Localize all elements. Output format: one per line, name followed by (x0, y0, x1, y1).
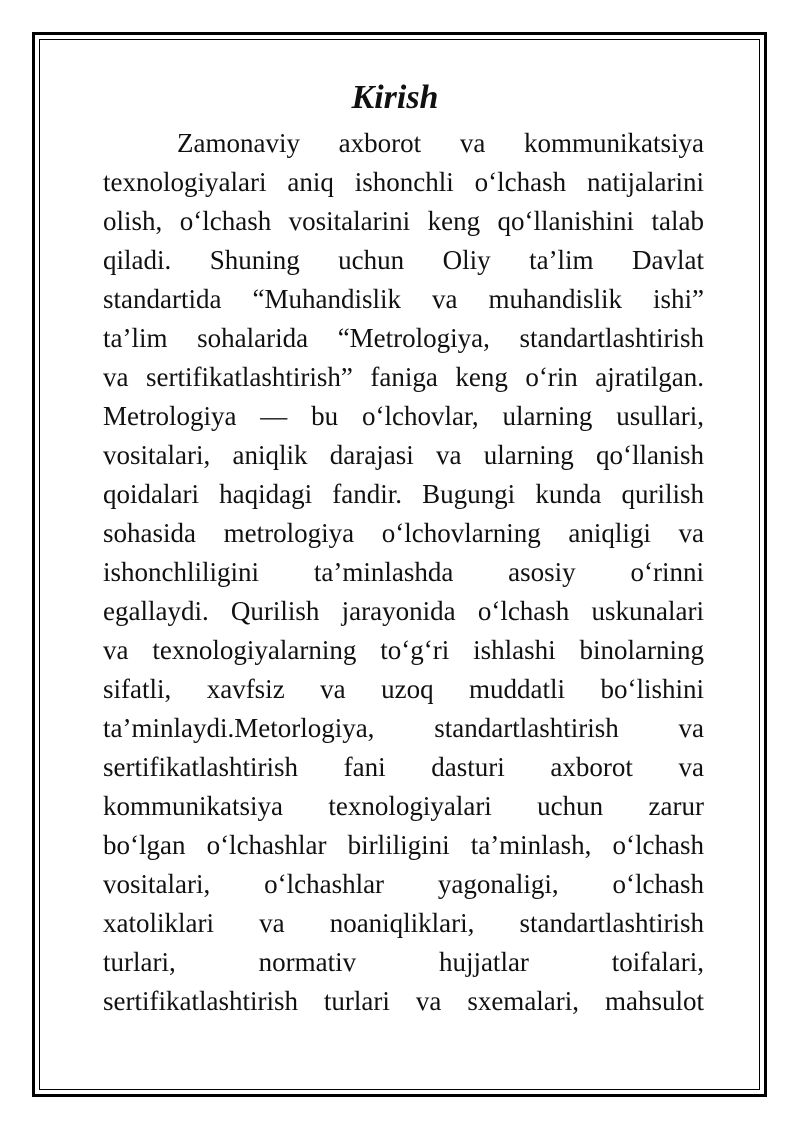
text-line: sertifikatlashtirish fani dasturi axborot va (103, 752, 704, 782)
text-line: bo‘lgan o‘lchashlar birliligini ta’minlash, o‘lchash (103, 830, 704, 860)
text-line: sifatli, xavfsiz va uzoq muddatli bo‘lishini (103, 674, 704, 704)
text-line: ta’minlaydi.Metorlogiya, standartlashtirish va (103, 713, 704, 743)
text-line: sertifikatlashtirish turlari va sxemalari, mahsulot (103, 986, 704, 1016)
text-line: standartida “Muhandislik va muhandislik ishi” (103, 284, 704, 314)
text-line: va sertifikatlashtirish” faniga keng o‘rin ajratilgan. (103, 362, 704, 392)
text-line: qiladi. Shuning uchun Oliy ta’lim Davlat (103, 245, 704, 275)
text-line: sohasida metrologiya o‘lchovlarning aniqligi va (103, 518, 704, 548)
text-line: qoidalari haqidagi fandir. Bugungi kunda qurilish (103, 479, 704, 509)
body-paragraph (103, 124, 704, 1021)
text-line: texnologiyalari aniq ishonchli o‘lchash natijalarini (103, 167, 704, 197)
page-title: Kirish (351, 79, 439, 116)
text-line: vositalari, aniqlik darajasi va ularning qo‘llanish (103, 440, 704, 470)
text-line: ta’lim sohalarida “Metrologiya, standartlashtirish (103, 323, 704, 353)
text-line: ishonchliligini ta’minlashda asosiy o‘rinni (103, 557, 704, 587)
text-line: turlari, normativ hujjatlar toifalari, (103, 947, 704, 977)
text-line: xatoliklari va noaniqliklari, standartlashtirish (103, 908, 704, 938)
text-line: vositalari, o‘lchashlar yagonaligi, o‘lchash (103, 869, 704, 899)
text-line: va texnologiyalarning to‘g‘ri ishlashi binolarning (103, 635, 704, 665)
text-line: kommunikatsiya texnologiyalari uchun zarur (103, 791, 704, 821)
text-line: Metrologiya — bu o‘lchovlar, ularning usullari, (103, 401, 704, 431)
text-line: Zamonaviy axborot va kommunikatsiya (177, 128, 704, 158)
text-line: egallaydi. Qurilish jarayonida o‘lchash uskunalari (103, 596, 704, 626)
text-line: olish, o‘lchash vositalarini keng qo‘llanishini talab (103, 206, 704, 236)
